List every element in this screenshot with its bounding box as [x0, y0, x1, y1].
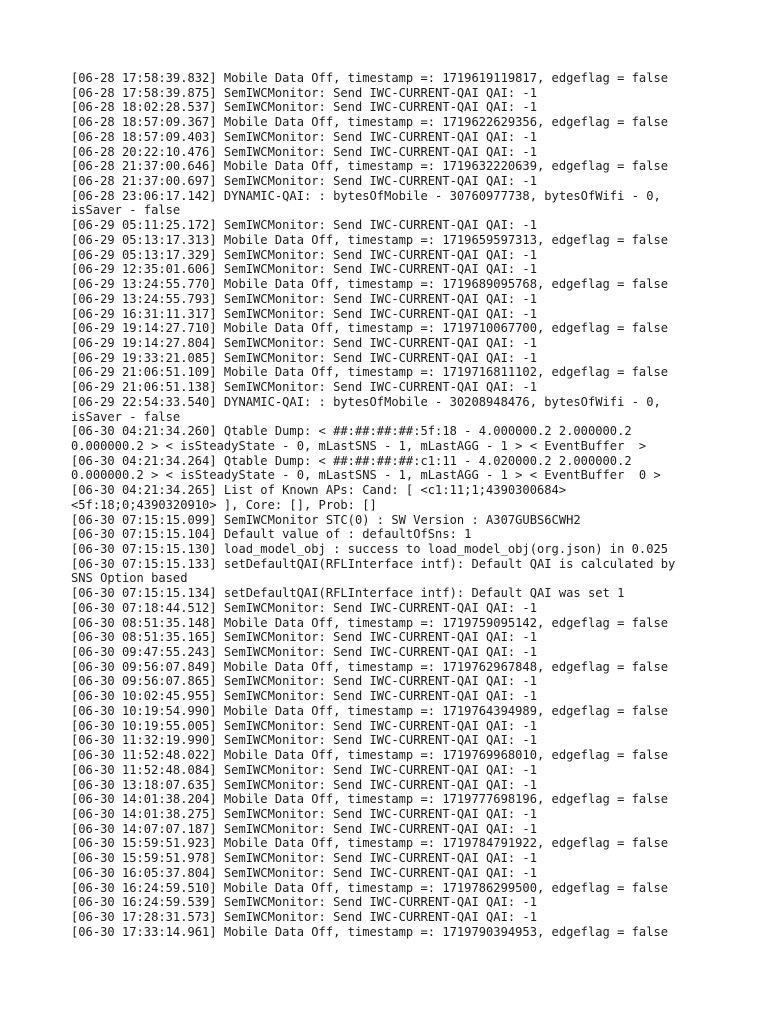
log-line: [06-29 22:54:33.540] DYNAMIC-QAI: : bytesOfMobile - 30208948476, bytesOfWifi - 0,	[71, 394, 661, 409]
log-line: [06-30 09:56:07.865] SemIWCMonitor: Send IWC-CURRENT-QAI QAI: -1	[71, 674, 537, 689]
log-line: [06-28 18:02:28.537] SemIWCMonitor: Send IWC-CURRENT-QAI QAI: -1	[71, 100, 537, 115]
log-line: [06-30 13:18:07.635] SemIWCMonitor: Send IWC-CURRENT-QAI QAI: -1	[71, 777, 537, 792]
log-line: [06-30 11:52:48.022] Mobile Data Off, timestamp =: 1719769968010, edgeflag = false	[71, 748, 669, 763]
log-line: [06-30 09:47:55.243] SemIWCMonitor: Send IWC-CURRENT-QAI QAI: -1	[71, 645, 537, 660]
log-line: isSaver - false	[71, 203, 181, 218]
log-line: [06-30 07:15:15.099] SemIWCMonitor STC(0) : SW Version : A307GUBS6CWH2	[71, 512, 581, 527]
log-line: [06-29 19:14:27.710] Mobile Data Off, timestamp =: 1719710067700, edgeflag = false	[71, 321, 669, 336]
log-line: [06-29 19:33:21.085] SemIWCMonitor: Send IWC-CURRENT-QAI QAI: -1	[71, 350, 537, 365]
log-line: 0.000000.2 > < isSteadyState - 0, mLastSNS - 1, mLastAGG - 1 > < EventBuffer >	[71, 438, 647, 453]
log-line: [06-30 16:24:59.539] SemIWCMonitor: Send IWC-CURRENT-QAI QAI: -1	[71, 895, 537, 910]
log-line: [06-30 04:21:34.260] Qtable Dump: < ##:##:##:##:5f:18 - 4.000000.2 2.000000.2	[71, 424, 632, 439]
log-line: [06-30 07:15:15.133] setDefaultQAI(RFLInterface intf): Default QAI is calculated by	[71, 556, 676, 571]
log-line: [06-30 16:24:59.510] Mobile Data Off, timestamp =: 1719786299500, edgeflag = false	[71, 880, 669, 895]
log-line: [06-30 11:32:19.990] SemIWCMonitor: Send IWC-CURRENT-QAI QAI: -1	[71, 733, 537, 748]
log-line: [06-30 15:59:51.978] SemIWCMonitor: Send IWC-CURRENT-QAI QAI: -1	[71, 851, 537, 866]
log-line: [06-29 16:31:11.317] SemIWCMonitor: Send IWC-CURRENT-QAI QAI: -1	[71, 306, 537, 321]
log-line: [06-30 08:51:35.148] Mobile Data Off, timestamp =: 1719759095142, edgeflag = false	[71, 615, 669, 630]
log-line: [06-30 14:01:38.275] SemIWCMonitor: Send IWC-CURRENT-QAI QAI: -1	[71, 806, 537, 821]
log-line: [06-30 07:15:15.104] Default value of : defaultOfSns: 1	[71, 527, 472, 542]
log-line: [06-30 08:51:35.165] SemIWCMonitor: Send IWC-CURRENT-QAI QAI: -1	[71, 630, 537, 645]
log-line: [06-29 13:24:55.770] Mobile Data Off, timestamp =: 1719689095768, edgeflag = false	[71, 277, 669, 292]
log-line: [06-29 05:13:17.313] Mobile Data Off, timestamp =: 1719659597313, edgeflag = false	[71, 232, 669, 247]
log-line: [06-29 21:06:51.109] Mobile Data Off, timestamp =: 1719716811102, edgeflag = false	[71, 365, 669, 380]
log-line: [06-28 23:06:17.142] DYNAMIC-QAI: : bytesOfMobile - 30760977738, bytesOfWifi - 0,	[71, 188, 661, 203]
log-line: [06-30 10:19:54.990] Mobile Data Off, timestamp =: 1719764394989, edgeflag = false	[71, 703, 669, 718]
log-line: [06-30 07:18:44.512] SemIWCMonitor: Send IWC-CURRENT-QAI QAI: -1	[71, 600, 537, 615]
log-line: [06-30 16:05:37.804] SemIWCMonitor: Send IWC-CURRENT-QAI QAI: -1	[71, 865, 537, 880]
log-line: [06-29 05:13:17.329] SemIWCMonitor: Send IWC-CURRENT-QAI QAI: -1	[71, 247, 537, 262]
log-line: [06-30 07:15:15.130] load_model_obj : success to load_model_obj(org.json) in 0.025	[71, 542, 669, 556]
log-line: SNS Option based	[71, 571, 188, 586]
log-line: [06-30 17:33:14.961] Mobile Data Off, timestamp =: 1719790394953, edgeflag = false	[71, 924, 669, 939]
log-line: [06-30 04:21:34.264] Qtable Dump: < ##:##:##:##:c1:11 - 4.020000.2 2.000000.2	[71, 453, 632, 468]
log-line: [06-30 15:59:51.923] Mobile Data Off, timestamp =: 1719784791922, edgeflag = false	[71, 836, 669, 851]
log-line: <5f:18;0;4390320910> ], Core: [], Prob: []	[71, 497, 377, 512]
log-line: [06-28 18:57:09.367] Mobile Data Off, timestamp =: 1719622629356, edgeflag = false	[71, 115, 669, 130]
log-line: [06-29 12:35:01.606] SemIWCMonitor: Send IWC-CURRENT-QAI QAI: -1	[71, 262, 537, 277]
log-line: 0.000000.2 > < isSteadyState - 0, mLastSNS - 1, mLastAGG - 1 > < EventBuffer 0 >	[71, 468, 661, 483]
log-line: [06-28 18:57:09.403] SemIWCMonitor: Send IWC-CURRENT-QAI QAI: -1	[71, 129, 537, 144]
log-line: [06-30 14:01:38.204] Mobile Data Off, timestamp =: 1719777698196, edgeflag = false	[71, 792, 669, 807]
log-line: [06-29 13:24:55.793] SemIWCMonitor: Send IWC-CURRENT-QAI QAI: -1	[71, 291, 537, 306]
log-line: [06-28 17:58:39.832] Mobile Data Off, timestamp =: 1719619119817, edgeflag = false	[71, 71, 669, 85]
log-line: [06-28 20:22:10.476] SemIWCMonitor: Send IWC-CURRENT-QAI QAI: -1	[71, 144, 537, 159]
log-line: [06-30 10:19:55.005] SemIWCMonitor: Send IWC-CURRENT-QAI QAI: -1	[71, 718, 537, 733]
log-line: [06-28 21:37:00.646] Mobile Data Off, timestamp =: 1719632220639, edgeflag = false	[71, 159, 669, 174]
log-text-block	[71, 71, 711, 939]
log-line: [06-30 09:56:07.849] Mobile Data Off, timestamp =: 1719762967848, edgeflag = false	[71, 659, 669, 674]
log-line: [06-28 21:37:00.697] SemIWCMonitor: Send IWC-CURRENT-QAI QAI: -1	[71, 174, 537, 189]
log-line: [06-30 11:52:48.084] SemIWCMonitor: Send IWC-CURRENT-QAI QAI: -1	[71, 762, 537, 777]
log-line: [06-29 19:14:27.804] SemIWCMonitor: Send IWC-CURRENT-QAI QAI: -1	[71, 335, 537, 350]
log-line: [06-30 17:28:31.573] SemIWCMonitor: Send IWC-CURRENT-QAI QAI: -1	[71, 909, 537, 924]
log-line: [06-30 10:02:45.955] SemIWCMonitor: Send IWC-CURRENT-QAI QAI: -1	[71, 689, 537, 704]
log-line: [06-29 21:06:51.138] SemIWCMonitor: Send IWC-CURRENT-QAI QAI: -1	[71, 380, 537, 395]
log-line: [06-28 17:58:39.875] SemIWCMonitor: Send IWC-CURRENT-QAI QAI: -1	[71, 85, 537, 100]
log-line: [06-30 07:15:15.134] setDefaultQAI(RFLInterface intf): Default QAI was set 1	[71, 586, 625, 601]
log-line: isSaver - false	[71, 409, 181, 424]
log-line: [06-29 05:11:25.172] SemIWCMonitor: Send IWC-CURRENT-QAI QAI: -1	[71, 218, 537, 233]
log-line: [06-30 04:21:34.265] List of Known APs: Cand: [ <c1:11;1;4390300684>	[71, 483, 567, 498]
log-line: [06-30 14:07:07.187] SemIWCMonitor: Send IWC-CURRENT-QAI QAI: -1	[71, 821, 537, 836]
